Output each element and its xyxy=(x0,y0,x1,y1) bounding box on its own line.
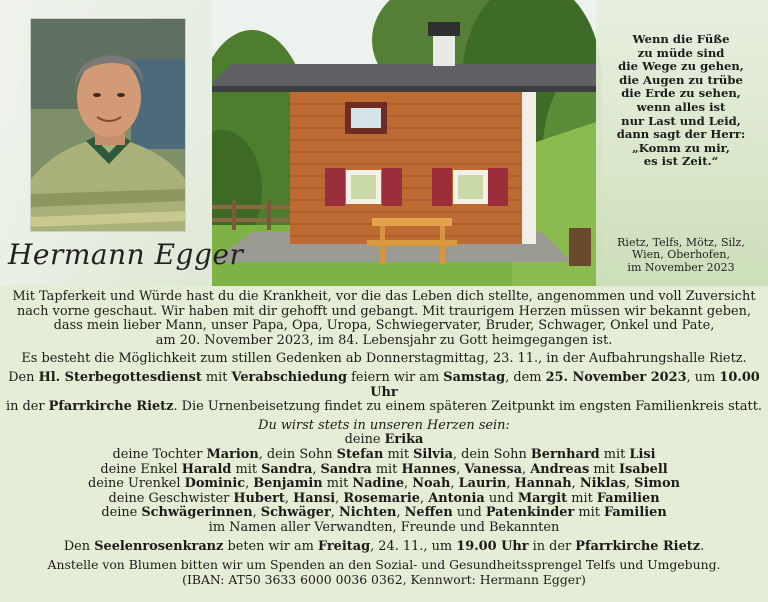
quote-line: zu müde sind xyxy=(637,45,725,60)
places-line: Wien, Oberhofen, xyxy=(632,248,730,262)
farewell-note: Es besteht die Möglichkeit zum stillen Gedenken ab Donnerstagmittag, 23. 11., in der Aufbahrungshalle Rietz. xyxy=(21,351,747,367)
quote-line: dann sagt der Herr: xyxy=(616,127,746,142)
intro-line: am 20. November 2023, im 84. Lebensjahr zu Gott heimgegangen ist. xyxy=(155,332,613,348)
mourners-line: deine Urenkel Dominic, Benjamin mit Nadine, Noah, Laurin, Hannah, Niklas, Simon xyxy=(87,476,680,492)
quote-line: wenn alles ist xyxy=(636,99,726,114)
intro-line: dass mein lieber Mann, unser Papa, Opa, Uropa, Schwiegervater, Bruder, Schwager, Onkel und Pate, xyxy=(53,318,715,334)
intro-line: nach vorne geschaut. Wir haben mit dir gehofft und gebangt. Mit traurigem Herzen müssen wir bekannt geben, xyxy=(16,303,752,319)
portrait-photo xyxy=(30,18,186,232)
quote-line: Wenn die Füße xyxy=(632,32,730,46)
obituary-text xyxy=(0,290,768,587)
donation-note xyxy=(0,558,768,587)
places-and-date xyxy=(606,237,756,274)
header-banner xyxy=(0,0,768,286)
mourners-line: im Namen aller Verwandten, Freunde und Bekannten xyxy=(208,519,560,535)
mourners-line: deine Tochter Marion, dein Sohn Stefan mit Silvia, dein Sohn Bernhard mit Lisi xyxy=(112,446,656,462)
mourners-line: deine Geschwister Hubert, Hansi, Rosemarie, Antonia und Margit mit Familien xyxy=(108,490,660,506)
deceased-name: Hermann Egger xyxy=(8,238,244,271)
quote-line: nur Last und Leid, xyxy=(621,113,741,128)
mourners-line: deine Enkel Harald mit Sandra, Sandra mit Hannes, Vanessa, Andreas mit Isabell xyxy=(100,461,668,477)
quote-line: es ist Zeit.“ xyxy=(643,154,719,169)
mourners-line: deine Schwägerinnen, Schwäger, Nichten, Neffen und Patenkinder mit Familien xyxy=(101,505,667,521)
mourners-list: Du wirst stets in unseren Herzen sein: deine Erika deine Tochter Marion, dein Sohn Stefan mit Silvia, dein Sohn Bernhard mit Lisi deine Enkel Harald mit Sandra, Sandra mit Hannes, Vanessa, Andreas mit Isabell deine Urenkel Dominic, Benjamin mit Nadine, Noah, Laurin, Hannah, Niklas, Simon deine Geschwister Hubert, Hansi, Rosemarie, Antonia und Margit mit Familien deine Schwägerinnen, Schwäger, Nichten, Neffen und Patenkinder mit Familien im Namen aller Verwandten, Freunde und Bekannten xyxy=(0,419,768,536)
quote-line: „Komm zu mir, xyxy=(632,140,730,155)
intro-line: Mit Tapferkeit und Würde hast du die Krankheit, vor die das Leben dich stellte, angenommen und voll Zuversicht xyxy=(12,289,756,304)
donation-line: Anstelle von Blumen bitten wir um Spenden an den Sozial- und Gesundheitssprengel Telfs und Umgebung. xyxy=(47,557,721,573)
places-line: im November 2023 xyxy=(627,260,735,274)
places-line: Rietz, Telfs, Mötz, Silz, xyxy=(617,236,745,249)
intro-paragraph xyxy=(0,290,768,348)
mourners-heading: Du wirst stets in unseren Herzen sein: xyxy=(258,417,510,433)
funeral-service: Den Hl. Sterbegottesdienst mit Verabschiedung feiern wir am Samstag, dem 25. November 2023, um 10.00 Uhr in der Pfarrkirche Rietz. Die Urnenbeisetzung findet zu einem späteren Zeitpunkt im engsten Familienkreis statt. xyxy=(5,369,763,415)
quote-line: die Erde zu sehen, xyxy=(621,86,741,101)
rosary-note: Den Seelenrosenkranz beten wir am Freitag, 24. 11., um 19.00 Uhr in der Pfarrkirche Rietz. xyxy=(63,538,705,554)
quote-line: die Augen zu trübe xyxy=(619,72,743,87)
poem-quote xyxy=(606,33,756,169)
donation-line: (IBAN: AT50 3633 6000 0036 0362, Kennwort: Hermann Egger) xyxy=(182,571,586,587)
cabin-photo xyxy=(212,0,602,286)
quote-line: die Wege zu gehen, xyxy=(618,59,744,74)
